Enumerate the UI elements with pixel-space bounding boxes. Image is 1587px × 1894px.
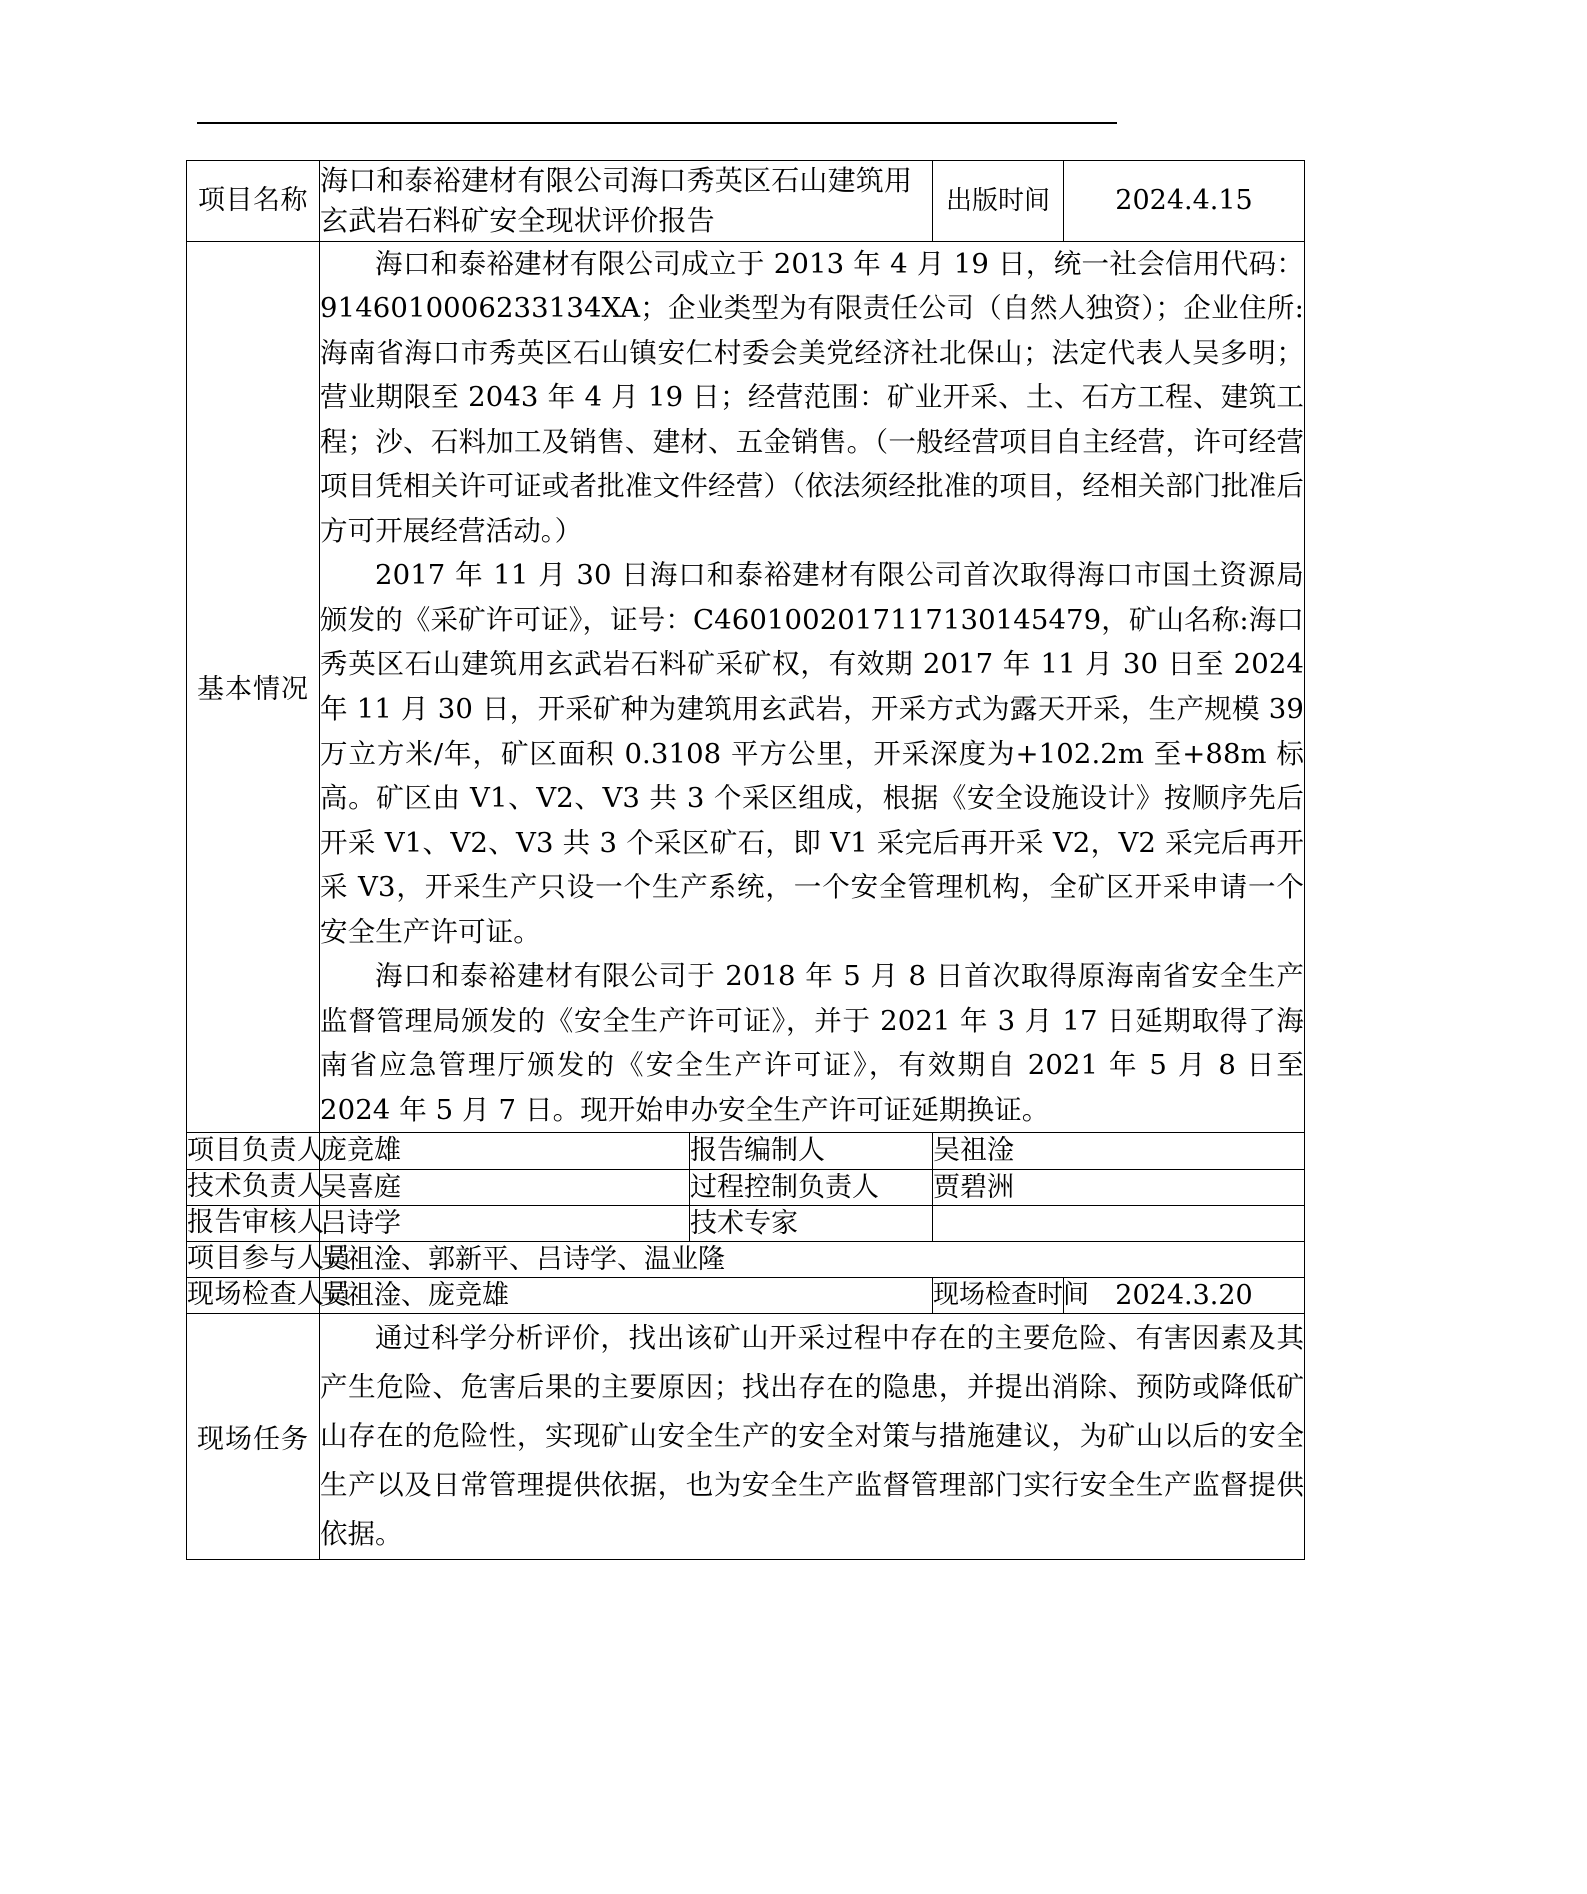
publish-date-value: 2024.4.15 xyxy=(1064,161,1305,242)
site-task-paragraph: 通过科学分析评价，找出该矿山开采过程中存在的主要危险、有害因素及其产生危险、危害后果的主要原因；找出存在的隐患，并提出消除、预防或降低矿山存在的危险性，实现矿山安全生产的安全对策与措施建议，为矿山以后的安全生产以及日常管理提供依据，也为安全生产监督管理部门实行安全生产监督提供依据。 xyxy=(320,1321,1305,1550)
process-control-leader-value: 贾碧洲 xyxy=(933,1169,1305,1205)
site-inspection-date-label: 现场检查时间 xyxy=(933,1277,1064,1313)
site-inspectors-value: 吴祖淦、庞竞雄 xyxy=(320,1277,933,1313)
project-name-label: 项目名称 xyxy=(187,161,320,242)
technical-leader-label: 技术负责人 xyxy=(187,1169,320,1205)
table-row-technical-leader xyxy=(187,1169,1305,1205)
technical-expert-label: 技术专家 xyxy=(690,1205,933,1241)
basic-info-content xyxy=(320,241,1305,1133)
report-reviewer-label: 报告审核人 xyxy=(187,1205,320,1241)
publish-date-label: 出版时间 xyxy=(933,161,1064,242)
participants-label: 项目参与人员 xyxy=(187,1241,320,1277)
basic-info-paragraph-2: 2017 年 11 月 30 日海口和泰裕建材有限公司首次取得海口市国土资源局颁发的《采矿许可证》，证号：C4601002017117130145479，矿山名称:海口秀英区石山建筑用玄武岩石料矿采矿权，有效期 2017 年 11 月 30 日至 2024 年 11 月 30 日，开采矿种为建筑用玄武岩，开采方式为露天开采，生产规模 39 万立方米/年，矿区面积 0.3108 平方公里，开采深度为+102.2m 至+88m 标高。矿区由 V1、V2、V3 共 3 个采区组成，根据《安全设施设计》按顺序先后开采 V1、V2、V3 共 3 个采区矿石，即 V1 采完后再开采 V2，V2 采完后再开采 V3，开采生产只设一个生产系统，一个安全管理机构，全矿区开采申请一个安全生产许可证。 xyxy=(320,559,1305,948)
table-row-participants xyxy=(187,1241,1305,1277)
table-row-basic-info xyxy=(187,241,1305,1133)
basic-info-label: 基本情况 xyxy=(187,241,320,1133)
technical-expert-value xyxy=(933,1205,1305,1241)
report-author-value: 吴祖淦 xyxy=(933,1133,1305,1169)
project-leader-label: 项目负责人 xyxy=(187,1133,320,1169)
basic-info-paragraph-1: 海口和泰裕建材有限公司成立于 2013 年 4 月 19 日，统一社会信用代码：9146010006233134XA；企业类型为有限责任公司（自然人独资）；企业住所:海南省海口市秀英区石山镇安仁村委会美党经济社北保山；法定代表人吴多明；营业期限至 2043 年 4 月 19 日；经营范围：矿业开采、土、石方工程、建筑工程；沙、石料加工及销售、建材、五金销售。（一般经营项目自主经营，许可经营项目凭相关许可证或者批准文件经营）（依法须经批准的项目，经相关部门批准后方可开展经营活动。） xyxy=(320,247,1305,547)
project-leader-value: 庞竞雄 xyxy=(320,1133,690,1169)
site-inspection-date-value: 2024.3.20 xyxy=(1064,1277,1305,1313)
site-task-content xyxy=(320,1313,1305,1559)
table-row-project-leader xyxy=(187,1133,1305,1169)
process-control-leader-label: 过程控制负责人 xyxy=(690,1169,933,1205)
page-header-rule xyxy=(197,122,1117,124)
basic-info-paragraph-3: 海口和泰裕建材有限公司于 2018 年 5 月 8 日首次取得原海南省安全生产监督管理局颁发的《安全生产许可证》，并于 2021 年 3 月 17 日延期取得了海南省应急管理厅颁发的《安全生产许可证》，有效期自 2021 年 5 月 8 日至 2024 年 5 月 7 日。现开始申办安全生产许可证延期换证。 xyxy=(320,960,1305,1126)
report-cover-table-container xyxy=(186,160,1304,1560)
technical-leader-value: 吴喜庭 xyxy=(320,1169,690,1205)
report-cover-table xyxy=(186,160,1305,1560)
table-row-project-name xyxy=(187,161,1305,242)
table-row-site-task xyxy=(187,1313,1305,1559)
site-inspectors-label: 现场检查人员 xyxy=(187,1277,320,1313)
participants-value: 吴祖淦、郭新平、吕诗学、温业隆 xyxy=(320,1241,1305,1277)
report-author-label: 报告编制人 xyxy=(690,1133,933,1169)
table-row-report-reviewer xyxy=(187,1205,1305,1241)
site-task-label: 现场任务 xyxy=(187,1313,320,1559)
report-reviewer-value: 吕诗学 xyxy=(320,1205,690,1241)
table-row-site-inspectors xyxy=(187,1277,1305,1313)
project-name-value: 海口和泰裕建材有限公司海口秀英区石山建筑用玄武岩石料矿安全现状评价报告 xyxy=(320,161,933,242)
